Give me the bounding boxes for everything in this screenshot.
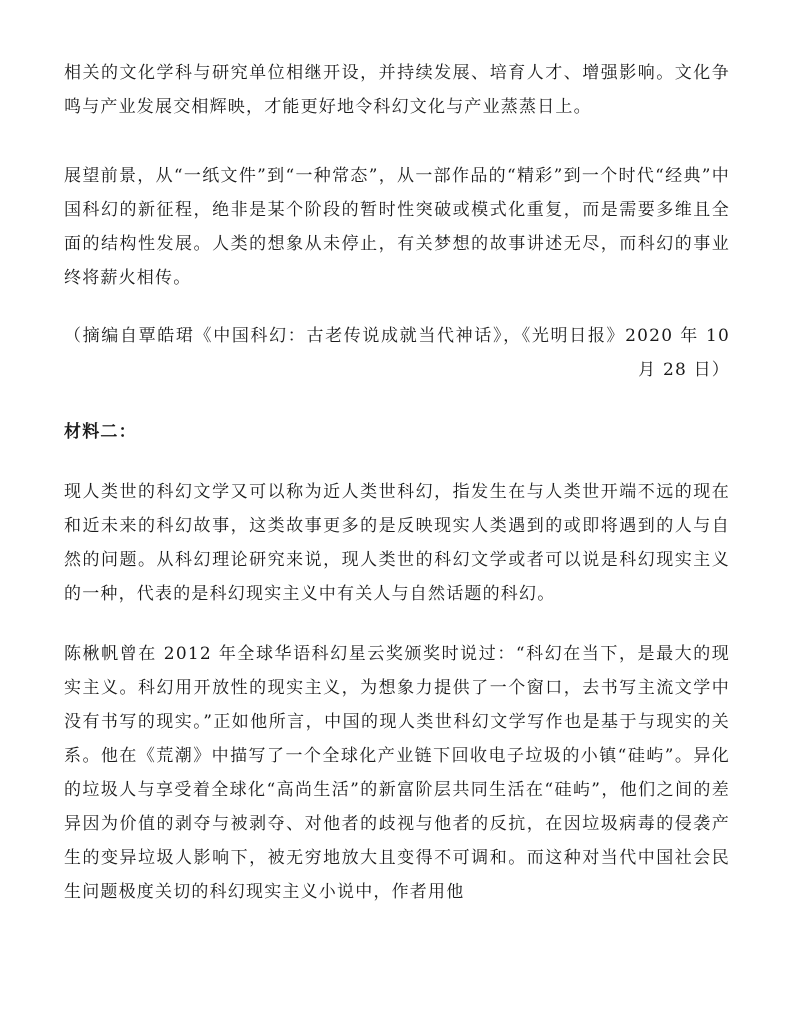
paragraph-chen-qiufan: 陈楸帆曾在 2012 年全球华语科幻星云奖颁奖时说过：“科幻在当下，是最大的现实主义。科幻用开放性的现实主义，为想象力提供了一个窗口，去书写主流文学中没有书写的现实。”正如他所言，中国的现人类世科幻文学写作也是基于与现实的关系。他在《荒潮》中描写了一个全球化产业链下回收电子垃圾的小镇“硅屿”。异化的垃圾人与享受着全球化“高尚生活”的新富阶层共同生活在“硅屿”，他们之间的差异因为价值的剥夺与被剥夺、对他者的歧视与他者的反抗，在因垃圾病毒的侵袭产生的变异垃圾人影响下，被无穷地放大且变得不可调和。而这种对当代中国社会民生问题极度关切的科幻现实主义小说中，作者用他 <box>64 644 730 902</box>
paragraph-culture-industry: 相关的文化学科与研究单位相继开设，并持续发展、培育人才、增强影响。文化争鸣与产业发展交相辉映，才能更好地令科幻文化与产业蒸蒸日上。 <box>64 63 730 117</box>
paragraph-anthropocene-sf: 现人类世的科幻文学又可以称为近人类世科幻，指发生在与人类世开端不远的现在和近未来的科幻故事，这类故事更多的是反映现实人类遇到的或即将遇到的人与自然的问题。从科幻理论研究来说，现人类世的科幻文学或者可以说是科幻现实主义的一种，代表的是科幻现实主义中有关人与自然话题的科幻。 <box>64 482 730 604</box>
section-heading-material-two: 材料二： <box>64 422 137 442</box>
paragraph-outlook: 展望前景，从“一纸文件”到“一种常态”，从一部作品的“精彩”到一个时代“经典”中国科幻的新征程，绝非是某个阶段的暂时性突破或模式化重复，而是需要多维且全面的结构性发展。人类的想象从未停止，有关梦想的故事讲述无尽，而科幻的事业终将薪火相传。 <box>64 166 730 288</box>
source-citation: （摘编自覃皓珺《中国科幻：古老传说成就当代神话》，《光明日报》2020 年 10 月 28 日） <box>64 326 730 380</box>
document-page <box>64 56 730 909</box>
